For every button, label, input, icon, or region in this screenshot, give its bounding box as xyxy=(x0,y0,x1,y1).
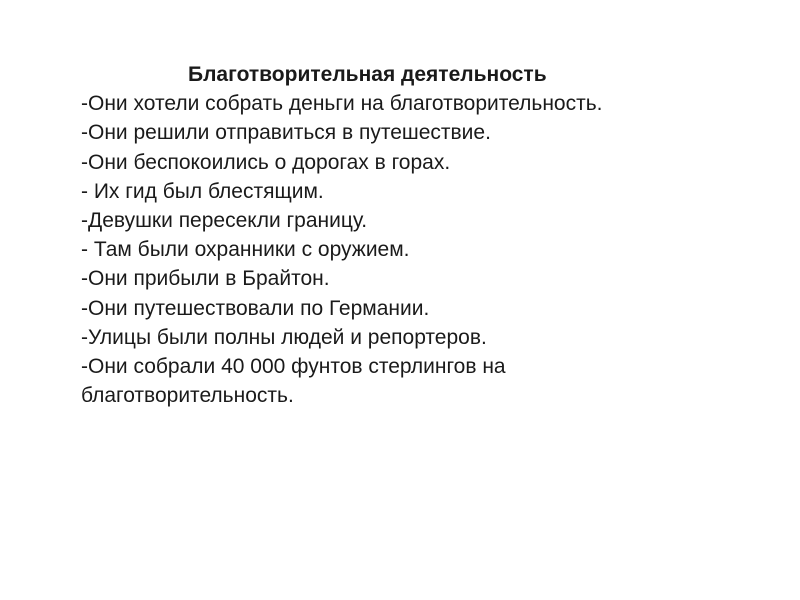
statement-line: - Их гид был блестящим. xyxy=(81,179,324,203)
slide-title: Благотворительная деятельность xyxy=(188,63,547,86)
slide-content xyxy=(81,60,761,410)
statement-line: -Они собрали 40 000 фунтов стерлингов на xyxy=(81,355,506,379)
statement-line: -Они беспокоились о дорогах в горах. xyxy=(81,150,451,174)
statement-line: -Они хотели собрать деньги на благотворительность. xyxy=(81,92,603,116)
statement-line: -Они прибыли в Брайтон. xyxy=(81,267,330,291)
statement-line: - Там были охранники с оружием. xyxy=(81,238,410,262)
statement-line: благотворительность. xyxy=(81,384,294,408)
statement-line: -Улицы были полны людей и репортеров. xyxy=(81,325,487,349)
statement-list xyxy=(81,89,761,410)
statement-line: -Девушки пересекли границу. xyxy=(81,209,368,233)
statement-line: -Они путешествовали по Германии. xyxy=(81,296,430,320)
statement-line: -Они решили отправиться в путешествие. xyxy=(81,121,491,145)
